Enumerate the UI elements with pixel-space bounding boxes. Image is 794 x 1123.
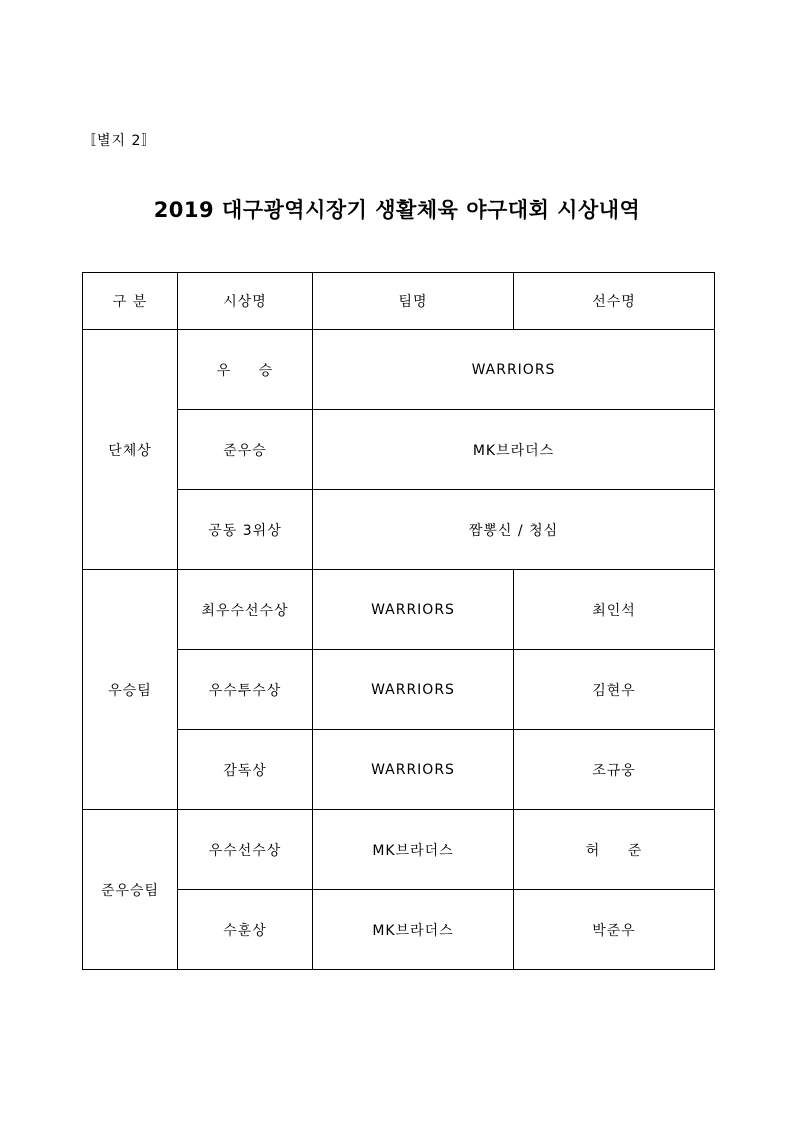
header-award: 시상명	[178, 273, 313, 330]
award-cell: 우 승	[178, 330, 313, 410]
table-row	[83, 810, 715, 890]
award-cell: 준우승	[178, 410, 313, 490]
table-row	[83, 730, 715, 810]
player-cell: 조규웅	[514, 730, 715, 810]
table-row	[83, 490, 715, 570]
team-cell: MK브라더스	[313, 410, 715, 490]
award-cell: 우수선수상	[178, 810, 313, 890]
header-category: 구 분	[83, 273, 178, 330]
award-cell: 수훈상	[178, 890, 313, 970]
team-cell: WARRIORS	[313, 330, 715, 410]
table-header-row	[83, 273, 715, 330]
table-row	[83, 570, 715, 650]
table-row	[83, 890, 715, 970]
player-cell: 허 준	[514, 810, 715, 890]
team-cell: 짬뽕신 / 청심	[313, 490, 715, 570]
player-cell: 박준우	[514, 890, 715, 970]
header-player: 선수명	[514, 273, 715, 330]
team-cell: WARRIORS	[313, 730, 514, 810]
table-row	[83, 410, 715, 490]
award-cell: 우수투수상	[178, 650, 313, 730]
attachment-label: 〚별지 2〛	[82, 133, 157, 149]
team-cell: MK브라더스	[313, 890, 514, 970]
table-row	[83, 330, 715, 410]
award-cell: 감독상	[178, 730, 313, 810]
player-cell: 최인석	[514, 570, 715, 650]
awards-table	[82, 272, 715, 970]
document-title: 2019 대구광역시장기 생활체육 야구대회 시상내역	[153, 198, 641, 222]
team-cell: WARRIORS	[313, 570, 514, 650]
header-team: 팀명	[313, 273, 514, 330]
player-cell: 김현우	[514, 650, 715, 730]
category-cell: 단체상	[83, 330, 178, 570]
award-cell: 최우수선수상	[178, 570, 313, 650]
team-cell: WARRIORS	[313, 650, 514, 730]
category-cell: 우승팀	[83, 570, 178, 810]
team-cell: MK브라더스	[313, 810, 514, 890]
award-cell: 공동 3위상	[178, 490, 313, 570]
category-cell: 준우승팀	[83, 810, 178, 970]
table-row	[83, 650, 715, 730]
